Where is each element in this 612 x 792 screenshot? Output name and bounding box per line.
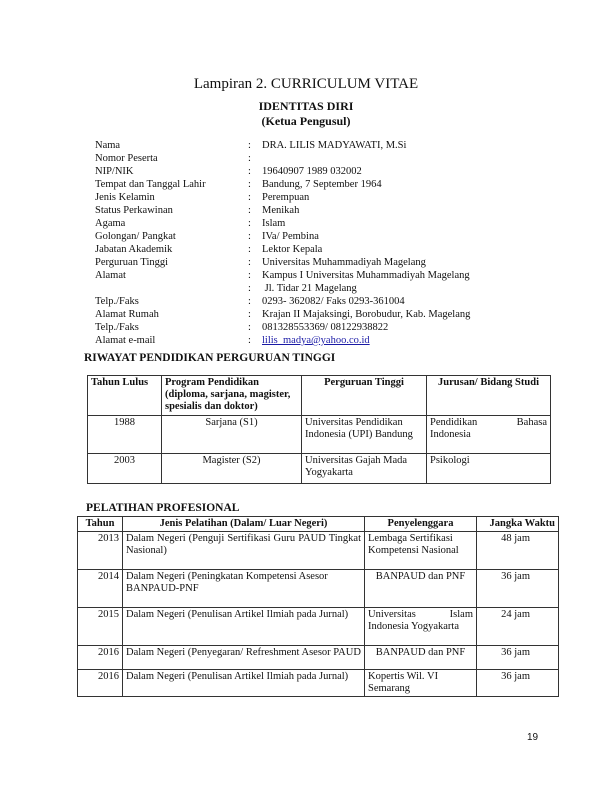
header-program: Program Pendidikan (diploma, sarjana, magister, spesialis dan doktor) [162, 376, 302, 416]
row-colon: : [248, 244, 251, 255]
cell-jenis-pelatihan: Dalam Negeri (Penulisan Artikel Ilmiah pada Jurnal) [123, 608, 365, 646]
row-value: 081328553369/ 08122938822 [262, 322, 389, 333]
table-row [88, 454, 551, 484]
row-colon: : [248, 257, 251, 268]
row-value: Kampus I Universitas Muhammadiyah Magelang [262, 270, 470, 281]
row-value: 0293- 362082/ Faks 0293-361004 [262, 296, 405, 307]
row-colon: : [248, 283, 251, 294]
cell-penyelenggara: Kopertis Wil. VI Semarang [365, 670, 477, 697]
pendidikan-heading: RIWAYAT PENDIDIKAN PERGURUAN TINGGI [84, 352, 336, 364]
row-label: Perguruan Tinggi [95, 257, 169, 268]
cell-perguruan-tinggi: Universitas Gajah Mada Yogyakarta [302, 454, 427, 484]
cell-jangka-waktu: 48 jam [477, 532, 559, 570]
cell-jangka-waktu: 36 jam [477, 646, 559, 670]
row-label: Nama [95, 140, 121, 151]
row-label: Telp./Faks [95, 322, 139, 333]
cell-penyelenggara: BANPAUD dan PNF [365, 570, 477, 608]
header-perguruan-tinggi: Perguruan Tinggi [302, 376, 427, 416]
cell-program: Sarjana (S1) [162, 416, 302, 454]
cell-penyelenggara: Lembaga Sertifikasi Kompetensi Nasional [365, 532, 477, 570]
table-row [78, 570, 559, 608]
row-value: Lektor Kepala [262, 244, 323, 255]
row-colon: : [248, 231, 251, 242]
cell-program: Magister (S2) [162, 454, 302, 484]
row-value: Universitas Muhammadiyah Magelang [262, 257, 426, 268]
row-value: Krajan II Majaksingi, Borobudur, Kab. Magelang [262, 309, 471, 320]
cell-tahun: 2014 [78, 570, 123, 608]
row-label: NIP/NIK [95, 166, 134, 177]
cell-penyelenggara: Universitas Islam Indonesia Yogyakarta [365, 608, 477, 646]
table-header-row [88, 376, 551, 416]
row-value: IVa/ Pembina [262, 231, 319, 242]
row-label: Alamat Rumah [95, 309, 159, 320]
row-label: Tempat dan Tanggal Lahir [95, 179, 206, 190]
header-jangka-waktu: Jangka Waktu [477, 517, 559, 532]
table-row [78, 532, 559, 570]
header-jenis-pelatihan: Jenis Pelatihan (Dalam/ Luar Negeri) [123, 517, 365, 532]
header-tahun: Tahun Lulus [88, 376, 162, 416]
table-row [78, 608, 559, 646]
row-colon: : [248, 270, 251, 281]
header-jurusan: Jurusan/ Bidang Studi [427, 376, 551, 416]
cell-tahun: 2016 [78, 646, 123, 670]
row-label: Status Perkawinan [95, 205, 173, 216]
row-label: Jenis Kelamin [95, 192, 155, 203]
cell-penyelenggara: BANPAUD dan PNF [365, 646, 477, 670]
table-header-row [78, 517, 559, 532]
pendidikan-table [87, 375, 551, 484]
row-value: Jl. Tidar 21 Magelang [262, 283, 357, 294]
row-colon: : [248, 140, 251, 151]
cell-jurusan: Pendidikan Bahasa Indonesia [427, 416, 551, 454]
email-link[interactable]: lilis_madya@yahoo.co.id [262, 335, 370, 346]
identitas-heading: IDENTITAS DIRI [258, 99, 354, 113]
cell-jenis-pelatihan: Dalam Negeri (Penyegaran/ Refreshment Asesor PAUD [123, 646, 365, 670]
row-value: Islam [262, 218, 286, 229]
row-label: Alamat [95, 270, 126, 281]
row-colon: : [248, 205, 251, 216]
header-tahun: Tahun [78, 517, 123, 532]
row-colon: : [248, 309, 251, 320]
row-value: Perempuan [262, 192, 310, 203]
table-row [78, 670, 559, 697]
cell-jangka-waktu: 36 jam [477, 570, 559, 608]
row-colon: : [248, 296, 251, 307]
cell-jenis-pelatihan: Dalam Negeri (Penulisan Artikel Ilmiah pada Jurnal) [123, 670, 365, 697]
cell-jangka-waktu: 36 jam [477, 670, 559, 697]
identitas-subheading: (Ketua Pengusul) [261, 114, 351, 128]
row-label: Agama [95, 218, 126, 229]
row-colon: : [248, 322, 251, 333]
cell-tahun: 2015 [78, 608, 123, 646]
page-number: 19 [527, 732, 539, 743]
row-value: Bandung, 7 September 1964 [262, 179, 382, 190]
table-row [78, 646, 559, 670]
cell-tahun: 2003 [88, 454, 162, 484]
header-penyelenggara: Penyelenggara [365, 517, 477, 532]
row-label: Alamat e-mail [95, 335, 156, 346]
cell-perguruan-tinggi: Universitas Pendidikan Indonesia (UPI) Bandung [302, 416, 427, 454]
cell-tahun: 2013 [78, 532, 123, 570]
row-value: 19640907 1989 032002 [262, 166, 362, 177]
row-value: DRA. LILIS MADYAWATI, M.Si [262, 140, 407, 151]
row-colon: : [248, 153, 251, 164]
row-colon: : [248, 166, 251, 177]
row-label: Golongan/ Pangkat [95, 231, 176, 242]
row-colon: : [248, 218, 251, 229]
pelatihan-table [77, 516, 559, 697]
table-row [88, 416, 551, 454]
row-colon: : [248, 179, 251, 190]
cell-tahun: 1988 [88, 416, 162, 454]
cell-tahun: 2016 [78, 670, 123, 697]
row-colon: : [248, 335, 251, 346]
page-title: Lampiran 2. CURRICULUM VITAE [193, 76, 419, 92]
cell-jurusan: Psikologi [427, 454, 551, 484]
cell-jenis-pelatihan: Dalam Negeri (Penguji Sertifikasi Guru PAUD Tingkat Nasional) [123, 532, 365, 570]
row-value: Menikah [262, 205, 300, 216]
cell-jangka-waktu: 24 jam [477, 608, 559, 646]
row-label: Nomor Peserta [95, 153, 158, 164]
pelatihan-heading: PELATIHAN PROFESIONAL [86, 502, 240, 514]
row-colon: : [248, 192, 251, 203]
row-label: Jabatan Akademik [95, 244, 173, 255]
cell-jenis-pelatihan: Dalam Negeri (Peningkatan Kompetensi Asesor BANPAUD-PNF [123, 570, 365, 608]
row-label: Telp./Faks [95, 296, 139, 307]
